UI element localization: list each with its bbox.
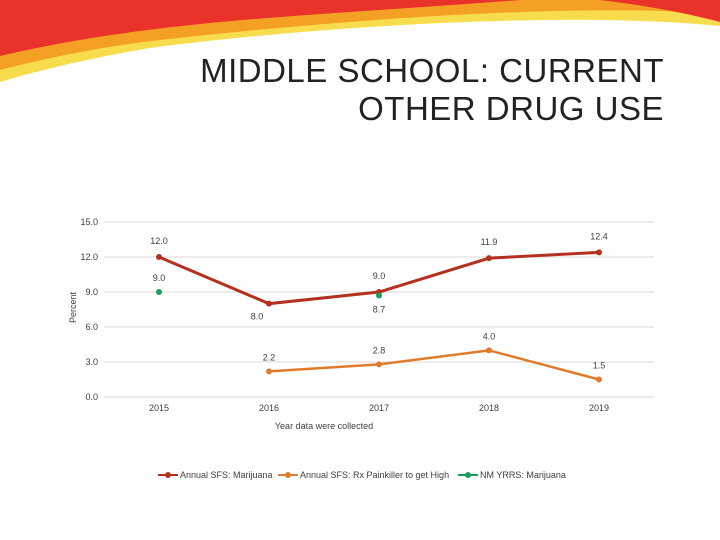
legend-label-yrrs: NM YRRS: Marijuana <box>480 470 566 480</box>
legend-label-marijuana: Annual SFS: Marijuana <box>180 470 273 480</box>
data-labels <box>150 231 608 370</box>
x-tick-label: 2016 <box>258 403 280 413</box>
data-point <box>596 249 602 255</box>
data-point <box>596 377 602 383</box>
x-tick-label: 2019 <box>588 403 610 413</box>
chart-legend <box>0 470 720 486</box>
data-point <box>156 289 162 295</box>
series-line <box>269 350 599 379</box>
legend-item-marijuana <box>158 470 273 480</box>
data-label: 2.2 <box>262 352 276 363</box>
legend-swatch-marijuana <box>158 474 178 476</box>
legend-item-yrrs <box>458 470 566 480</box>
data-label: 12.4 <box>590 231 608 242</box>
data-label: 8.7 <box>372 304 386 315</box>
chart-series <box>156 249 602 382</box>
x-axis-ticks <box>149 403 609 413</box>
data-point <box>266 301 272 307</box>
x-axis-label: Year data were collected <box>274 421 374 431</box>
legend-swatch-rx <box>278 474 298 476</box>
y-tick-label: 6.0 <box>85 322 98 332</box>
data-label: 11.9 <box>480 237 498 248</box>
legend-swatch-yrrs <box>458 474 478 476</box>
x-tick-label: 2017 <box>368 403 390 413</box>
data-label: 9.0 <box>152 273 166 283</box>
slide-title: MIDDLE SCHOOL: CURRENT OTHER DRUG USE <box>200 52 664 127</box>
data-point <box>266 368 272 374</box>
y-tick-label: 9.0 <box>85 287 98 297</box>
data-point <box>486 347 492 353</box>
data-label: 1.5 <box>592 360 606 371</box>
x-tick-label: 2018 <box>478 403 500 413</box>
y-axis-ticks <box>80 217 98 402</box>
data-label: 4.0 <box>482 331 496 342</box>
x-tick-label: 2015 <box>148 403 170 413</box>
data-label: 9.0 <box>372 271 386 281</box>
data-label: 8.0 <box>250 311 264 322</box>
data-point <box>376 361 382 367</box>
data-point <box>156 254 162 260</box>
data-point <box>486 255 492 261</box>
legend-item-rx <box>278 470 449 480</box>
data-label: 2.8 <box>372 345 386 356</box>
y-tick-label: 0.0 <box>85 392 98 402</box>
y-tick-label: 3.0 <box>85 357 98 367</box>
y-tick-label: 15.0 <box>80 217 98 227</box>
y-axis-label: Percent <box>68 291 78 324</box>
data-label: 12.0 <box>150 236 168 246</box>
data-point <box>376 293 382 299</box>
legend-label-rx: Annual SFS: Rx Painkiller to get High <box>300 470 450 480</box>
y-tick-label: 12.0 <box>80 252 98 262</box>
